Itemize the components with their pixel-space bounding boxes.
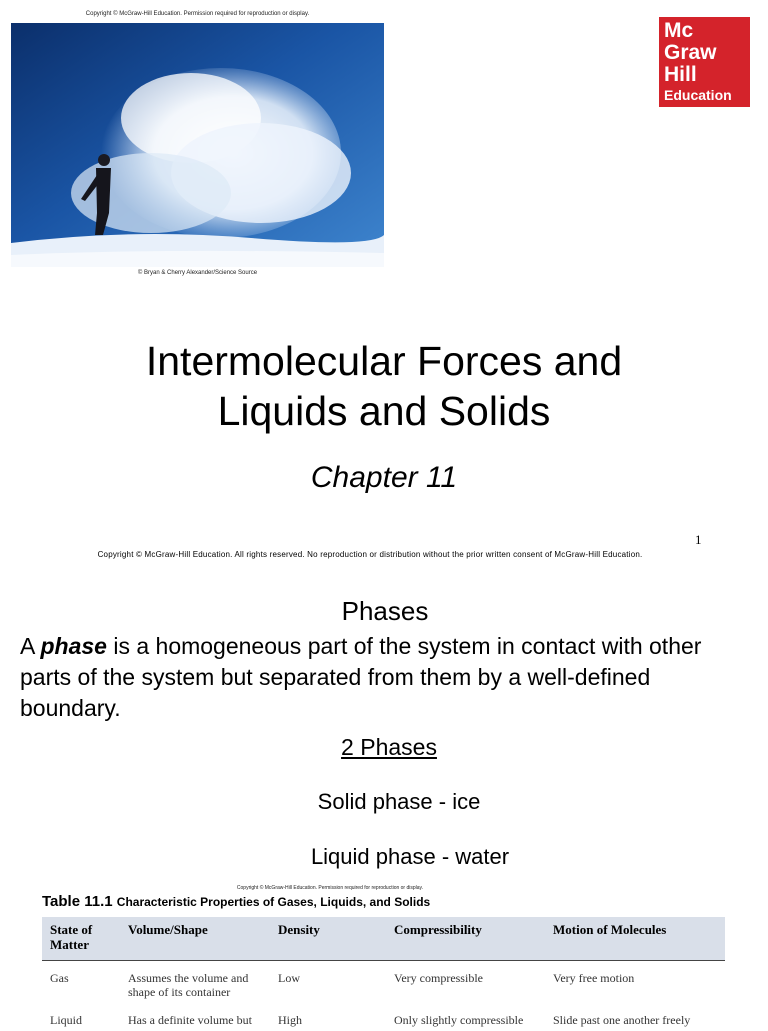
properties-table [42,917,725,1031]
table-caption: Table 11.1 Characteristic Properties of Gases, Liquids, and Solids [42,893,431,910]
phase-definition: A phase is a homogeneous part of the system in contact with other parts of the system but separated from them by a well-defined boundary. [20,633,702,721]
table-header-cell: State of Matter [42,917,120,961]
title-line-1: Intermolecular Forces and [145,338,623,384]
table-header-cell: Volume/Shape [120,917,270,961]
liquid-phase-text: Liquid phase - water [310,844,510,869]
copyright-notice-table: Copyright © McGraw-Hill Education. Permission required for reproduction or display. [236,885,424,891]
title-line-2: Liquids and Solids [217,388,551,434]
phase-term: phase [40,633,107,659]
table-cell: Only slightly compressible [394,1013,524,1027]
table-row [42,1003,725,1031]
table-row [42,961,725,1004]
phases-heading: Phases [341,596,429,626]
table-cell: Gas [50,971,69,985]
copyright-notice-top: Copyright © McGraw-Hill Education. Permission required for reproduction or display. [85,11,310,17]
photo-credit: © Bryan & Cherry Alexander/Science Source [137,270,258,276]
chapter-label: Chapter 11 [310,461,458,494]
cover-photo [11,23,384,267]
table-cell: Low [278,971,300,985]
table-header-cell: Density [270,917,386,961]
table-cell: Slide past one another freely [553,1013,691,1027]
table-cell: High [278,1013,302,1027]
copyright-notice-slide: Copyright © McGraw-Hill Education. All rights reserved. No reproduction or distribution without the prior written consent of McGraw-Hill Education. [97,550,643,559]
solid-phase-text: Solid phase - ice [317,789,481,814]
table-cell: Very free motion [553,971,635,985]
table-cell: Very compressible [394,971,483,985]
two-phases-heading: 2 Phases [341,734,437,760]
table-cell: Assumes the volume and shape of its container [128,971,249,999]
slide-title [0,336,768,436]
page-number: 1 [695,532,702,547]
table-header-row [42,917,725,961]
table-cell: Has a definite volume but [128,1013,252,1027]
table-header-cell: Compressibility [386,917,545,961]
table-header-cell: Motion of Molecules [545,917,725,961]
table-cell: Liquid [50,1013,82,1027]
mcgraw-hill-logo: Mc Graw Hill Education [659,17,750,107]
